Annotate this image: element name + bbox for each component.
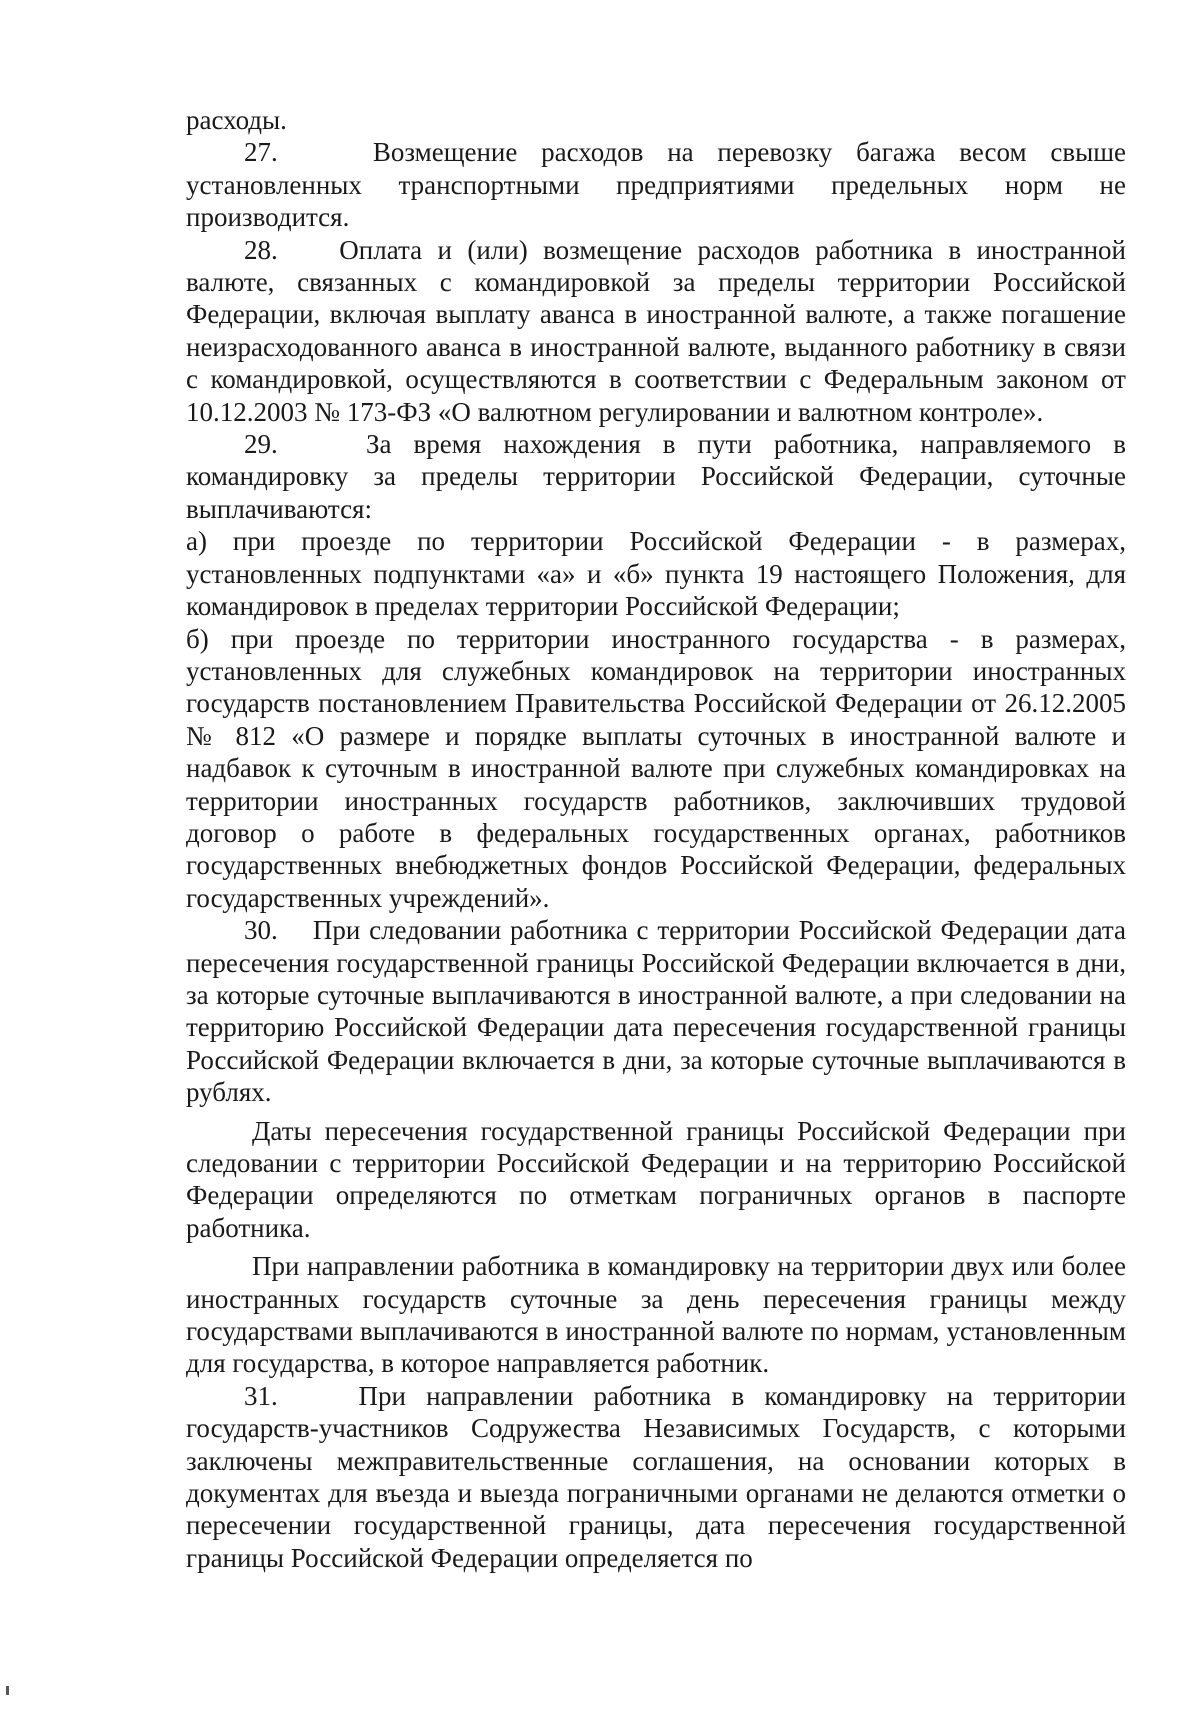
paragraph-continuation: расходы. <box>186 105 287 135</box>
paragraph-30: 30. При следовании работника с территории Российской Федерации дата пересечения государственной границы Российской Федерации включается в дни, за которые суточные выплачиваются в иностранной валюте, а при следовании на территорию Российской Федерации дата пересечения государственной границы Российской Федерации включается в дни, за которые суточные выплачиваются в рублях. <box>186 915 1126 1108</box>
paragraph-28: 28. Оплата и (или) возмещение расходов работника в иностранной валюте, связанных с командировкой за пределы территории Российской Федерации, включая выплату аванса в иностранной валюте, а также погашение неизрасходованного аванса в иностранной валюте, выданного работнику в связи с командировкой, осуществляются в соответствии с Федеральным законом от 10.12.2003 № 173-ФЗ «О валютном регулировании и валютном контроле». <box>186 234 1126 427</box>
paragraph-29: 29. За время нахождения в пути работника, направляемого в командировку за пределы территории Российской Федерации, суточные выплачиваются: <box>186 429 1126 524</box>
paragraph-multiple-states: При направлении работника в командировку на территории двух или более иностранных государств суточные за день пересечения границы между государствами выплачиваются в иностранной валюте по нормам, установленным для государства, в которое направляется работник. <box>186 1251 1126 1379</box>
paragraph-border-dates: Даты пересечения государственной границы Российской Федерации при следовании с территории Российской Федерации и на территорию Российской Федерации определяются по отметкам пограничных органов в паспорте работника. <box>186 1115 1126 1243</box>
paragraph-31: 31. При направлении работника в командировку на территории государств-участников Содружества Независимых Государств, с которыми заключены межправительственные соглашения, на основании которых в документах для въезда и выезда пограничными органами не делаются отметки о пересечении государственной границы, дата пересечения государственной границы Российской Федерации определяется по <box>186 1380 1126 1573</box>
subparagraph-a: а) при проезде по территории Российской Федерации - в размерах, установленных подпунктами «а» и «б» пункта 19 настоящего Положения, для командировок в пределах территории Российской Федерации; <box>186 526 1126 622</box>
scan-margin-mark <box>6 1686 9 1695</box>
document-body <box>186 104 1126 1574</box>
subparagraph-b: б) при проезде по территории иностранного государства - в размерах, установленных для служебных командировок на территории иностранных государств постановлением Правительства Российской Федерации от 26.12.2005 № 812 «О размере и порядке выплаты суточных в иностранной валюте и надбавок к суточным в иностранной валюте при служебных командировках на территории иностранных государств работников, заключивших трудовой договор о работе в федеральных государственных органах, работников государственных внебюджетных фондов Российской Федерации, федеральных государственных учреждений». <box>186 623 1126 913</box>
paragraph-27: 27. Возмещение расходов на перевозку багажа весом свыше установленных транспортными предприятиями предельных норм не производится. <box>186 137 1126 233</box>
